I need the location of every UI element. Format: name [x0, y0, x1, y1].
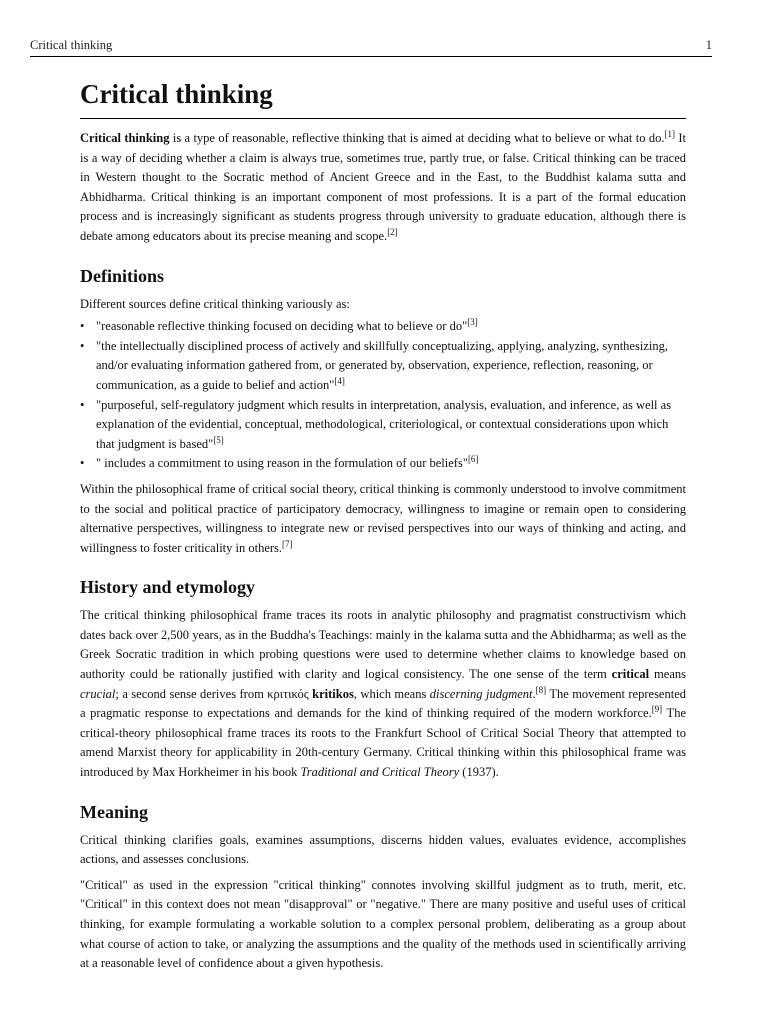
- page-number: 1: [705, 38, 712, 52]
- citation-link[interactable]: [2]: [387, 226, 398, 237]
- intro-term: Critical thinking: [80, 131, 170, 145]
- meaning-paragraph-2: "Critical" as used in the expression "critical thinking" connotes involving skillful judgment as to truth, merit, etc. "Critical" in this context does not mean "disapproval" or "negative." There are many positive and useful uses of critical thinking, for example formulating a workable solution to a complex personal problem, deliberating as a group about what course of action to take, or analyzing the assumptions and the quality of the methods used in scientifically arriving at a reasonable level of confidence about a given hypothesis.: [80, 877, 686, 971]
- definitions-paragraph: Within the philosophical frame of critical social theory, critical thinking is commonly understood to involve commitment to the social and political practice of participatory democracy, willingness to imagine or remain open to considering alternative perspectives, willingness to integrate new or revised perspectives into our ways of thinking and acting, and willingness to foster criticality in others.[7]: [80, 481, 686, 555]
- citation-link[interactable]: [9]: [651, 704, 663, 715]
- header-rule: [30, 56, 712, 57]
- article-body: [80, 76, 686, 974]
- citation-link[interactable]: [7]: [282, 538, 293, 549]
- intro-paragraph: Critical thinking is a type of reasonable, reflective thinking that is aimed at deciding what to believe or what to do.[1] It is a way of deciding whether a claim is always true, sometimes true, partly true, or false. Critical thinking can be traced in Western thought to the Socratic method of Ancient Greece and in the East, to the Buddhist kalama sutta and Abhidharma. Critical thinking is an important component of most professions. It is a part of the formal education process and is increasingly significant as students progress through university to graduate education, although there is debate among educators about its precise meaning and scope.[2]: [80, 129, 686, 243]
- bullet-icon: •: [80, 319, 85, 334]
- book-title: Traditional and Critical Theory: [300, 765, 460, 780]
- bullet-icon: •: [80, 456, 85, 471]
- section-heading-meaning: Meaning: [80, 801, 149, 822]
- citation-link[interactable]: [6]: [467, 454, 479, 465]
- running-title: Critical thinking: [30, 38, 113, 52]
- section-heading-history: History and etymology: [80, 577, 255, 598]
- running-header: [30, 38, 712, 53]
- citation-link[interactable]: [3]: [467, 317, 478, 328]
- list-item: • " includes a commitment to using reason in the formulation of our beliefs"[6]: [80, 454, 686, 474]
- citation-link[interactable]: [5]: [213, 434, 224, 445]
- list-item: • "reasonable reflective thinking focused on deciding what to believe or do"[3]: [80, 317, 686, 337]
- history-paragraph: The critical thinking philosophical frame traces its roots in analytic philosophy and pragmatist constructivism which dates back over 2,500 years, as in the Buddha's Teachings: mainly in the kalama sutta and the Abhidharma; as well as the Greek Socratic tradition in which probing questions were used to determine whether claims to knowledge based on authority could be rationally justified with clarity and logical consistency. The one sense of the term critical means crucial; a second sense derives from κριτικός kritikos, which means discerning judgment.[8] The movement represented a pragmatic response to expectations and demands for the kind of thinking required of the modern workforce.[9] The critical-theory philosophical frame traces its roots to the Frankfurt School of Critical Social Theory that attempted to amend Marxist theory for applicability in 20th-century Germany. Critical thinking within this philosophical frame was introduced by Max Horkheimer in his book Traditional and Critical Theory (1937).: [80, 608, 687, 780]
- list-item: • "purposeful, self-regulatory judgment which results in interpretation, analysis, evaluation, and inference, as well as explanation of the evidential, conceptual, methodological, criteriological, or contextual considerations upon which that judgment is based"[5]: [80, 397, 672, 451]
- section-heading-definitions: Definitions: [80, 265, 165, 286]
- citation-link[interactable]: [8]: [535, 684, 547, 695]
- definitions-list: [80, 317, 686, 474]
- page-title: Critical thinking: [80, 76, 686, 119]
- list-item: • "the intellectually disciplined process of actively and skillfully conceptualizing, applying, analyzing, synthesizing, and/or evaluating information gathered from, or generated by, observation, experience, reflection, reasoning, or communication, as a guide to belief and action"[4]: [80, 338, 668, 392]
- citation-link[interactable]: [1]: [664, 129, 675, 139]
- citation-link[interactable]: [4]: [334, 375, 345, 386]
- meaning-paragraph-1: Critical thinking clarifies goals, examines assumptions, discerns hidden values, evaluates evidence, accomplishes actions, and assesses conclusions.: [80, 832, 686, 867]
- definitions-lead: Different sources define critical thinking variously as:: [80, 296, 350, 311]
- bullet-icon: •: [80, 338, 85, 353]
- bullet-icon: •: [80, 397, 85, 412]
